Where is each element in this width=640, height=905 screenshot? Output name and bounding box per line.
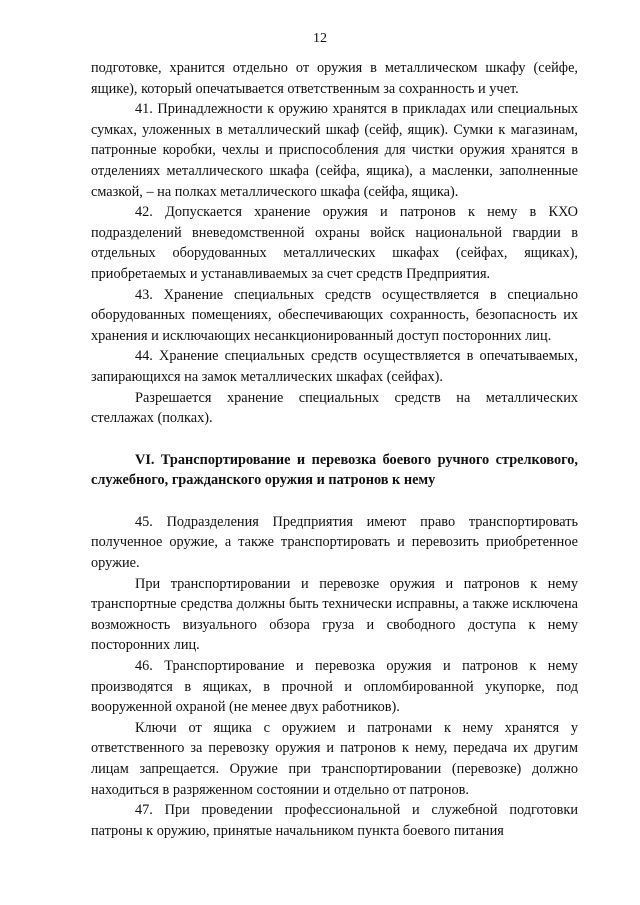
paragraph-continuation: подготовке, хранится отдельно от оружия в металлическом шкафу (сейфе, ящике), который опечатывается ответственным за сохранность и учет. — [91, 60, 578, 97]
paragraph-45-continued: При транспортировании и перевозке оружия и патронов к нему транспортные средства должны быть технически исправны, а также исключена возможность визуального обзора груза и свободного доступа к нему посторонних лиц. — [91, 575, 578, 654]
paragraph-47: 47. При проведении профессиональной и служебной подготовки патроны к оружию, принятые начальником пункта боевого питания — [91, 802, 578, 839]
document-body — [91, 58, 578, 841]
paragraph-44-continued: Разрешается хранение специальных средств на металлических стеллажах (полках). — [91, 389, 578, 427]
paragraph-44: 44. Хранение специальных средств осуществляется в опечатываемых, запирающихся на замок металлических шкафах (сейфах). — [91, 348, 578, 385]
paragraph-46: 46. Транспортирование и перевозка оружия и патронов к нему производятся в ящиках, в прочной и опломбированной укупорке, под вооруженной охраной (не менее двух работников). — [91, 658, 578, 716]
paragraph-46-continued: Ключи от ящика с оружием и патронами к нему хранятся у ответственного за перевозку оружия и патронов к нему, передача их другим лицам запрещается. Оружие при транспортировании (перевозке) должно находиться в разряженном состоянии и отдельно от патронов. — [91, 719, 578, 798]
paragraph-41: 41. Принадлежности к оружию хранятся в прикладах или специальных сумках, уложенных в металлический шкаф (сейф, ящик). Сумки к магазинам, патронные коробки, чехлы и приспособления для чистки оружия хранятся в отделениях металлического шкафа (сейфа, ящика), а масленки, заполненные смазкой, – на полках металлического шкафа (сейфа, ящика). — [91, 101, 578, 200]
spacer — [91, 429, 578, 450]
spacer — [91, 491, 578, 512]
paragraph-45: 45. Подразделения Предприятия имеют право транспортировать полученное оружие, а также транспортировать и перевозить приобретенное оружие. — [91, 513, 578, 572]
paragraph-43: 43. Хранение специальных средств осуществляется в специально оборудованных помещениях, обеспечивающих сохранность, безопасность их хранения и исключающих несанкционированный доступ посторонних лиц. — [91, 286, 578, 344]
paragraph-42: 42. Допускается хранение оружия и патронов к нему в КХО подразделений вневедомственной охраны войск национальной гвардии в отдельных оборудованных металлических шкафах (сейфах, ящиках), приобретаемых и устанавливаемых за счет средств Предприятия. — [91, 204, 578, 282]
section-heading: VI. Транспортирование и перевозка боевого ручного стрелкового, служебного, гражданского оружия и патронов к нему — [91, 451, 578, 489]
page-number: 12 — [313, 31, 327, 46]
